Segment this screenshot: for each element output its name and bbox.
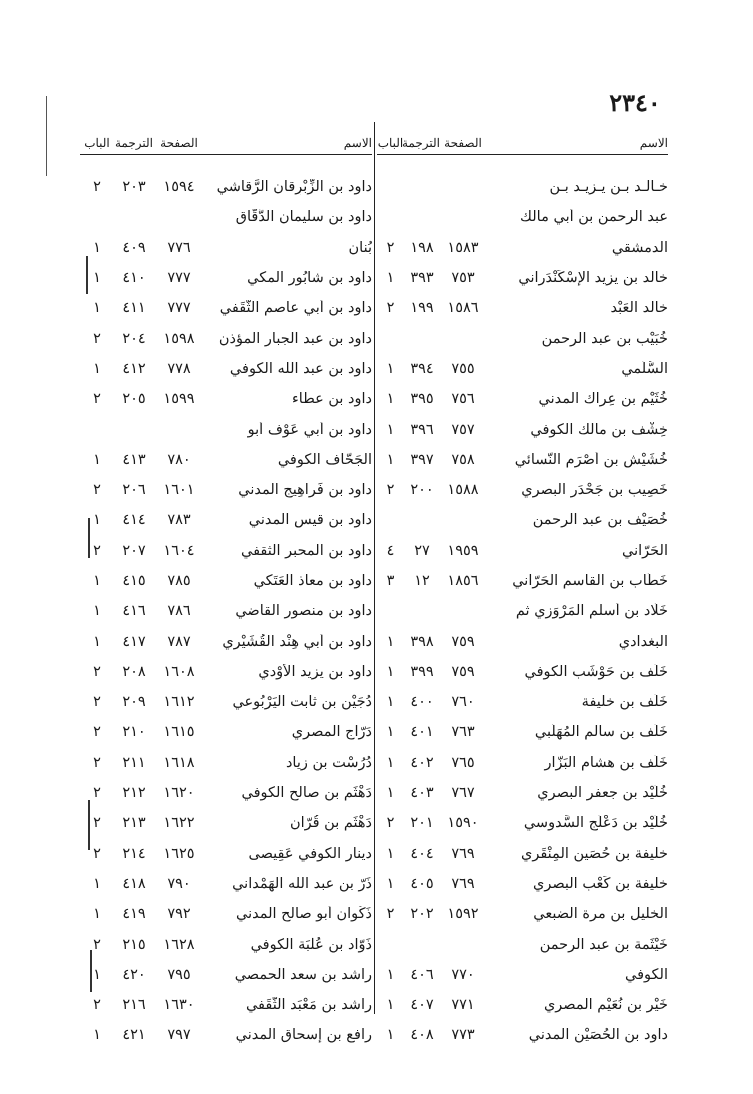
entry-chapter: ١ [386,997,395,1014]
column-divider [374,122,375,1014]
entry-chapter: ١ [386,451,395,468]
entry-page: ٧٥٧ [451,421,475,438]
index-row [377,172,668,202]
entry-chapter: ٤ [386,542,395,559]
entry-page: ٧٩٠ [167,875,191,892]
entry-translation: ٤١٢ [122,360,146,377]
index-row [377,384,668,414]
entry-name: خُلَيْد بن جعفر البصري [537,785,668,802]
index-row [80,233,372,263]
entry-translation: ٢١٠ [122,724,146,741]
index-row [377,354,668,384]
entry-page: ٧٨٥ [167,573,191,589]
header-rule [377,154,668,155]
entry-name: خَلَف بن خليفة [581,694,668,711]
entry-name: الدمشقي [611,239,668,256]
entry-chapter: ١ [386,966,395,983]
entry-translation: ٤٢٠ [122,966,146,983]
entry-name: خُشَيْش بن أصْرَم النَّسائي [514,451,668,468]
entry-translation: ٤١٨ [122,875,146,892]
entry-name: دَهْثَم بن قُرّان [289,815,372,832]
entry-name: عبد الرحمن بن أبي مالك [520,209,668,226]
index-row [377,536,668,566]
entry-page: ١٥٨٨ [447,482,479,499]
index-row [80,566,372,596]
entry-chapter: ١ [93,360,101,377]
index-row [80,505,372,535]
index-row [377,687,668,717]
entry-translation: ٤٠٣ [410,785,434,802]
entry-page: ٧٨٧ [167,633,191,650]
entry-page: ١٦٠٨ [163,663,195,680]
index-row [377,929,668,959]
entry-chapter: ٢ [93,482,101,499]
entry-name: خليفة بن حُصَين المِنْقَري [521,845,668,862]
entry-page: ١٦٢٥ [163,845,195,862]
entry-name: خَطّاب بن القاسم الحَرّاني [512,573,668,589]
entry-name: خَيْر بن نُعَيْم المصري [543,997,668,1014]
index-row [377,445,668,475]
entry-name: السُّلَمي [621,360,668,377]
entry-page: ٧٩٥ [167,966,191,983]
index-row [377,414,668,444]
entry-page: ٧٧٨ [167,360,191,377]
entry-page: ٧٥٩ [451,633,475,650]
index-row [80,869,372,899]
entry-translation: ٤٠٥ [410,875,434,892]
margin-mark [46,96,47,176]
entry-name: داود بن الحُصَيْن المدني [528,1027,668,1044]
entry-name: خُثَيْم بن عِراك المدني [538,391,668,408]
index-row [80,172,372,202]
entry-chapter: ٢ [93,542,101,559]
entry-page: ٧٦٩ [451,845,475,862]
index-row [80,384,372,414]
index-row [80,839,372,869]
entry-translation: ٤١٠ [122,270,146,287]
entry-chapter: ١ [386,754,395,771]
entry-chapter: ١ [93,633,101,650]
entry-chapter: ٢ [93,694,101,711]
index-row [377,839,668,869]
entry-translation: ٢١٣ [122,815,146,832]
entry-page: ٧٨٦ [167,603,191,620]
entry-name: ذَرّ بن عبد الله الهَمْداني [232,875,372,892]
entry-chapter: ١ [93,1027,101,1044]
header-name: الاسم [343,136,372,150]
header-chapter: الباب [84,136,110,150]
entry-translation: ٢٠٠ [410,482,434,499]
index-row [377,778,668,808]
entry-chapter: ١ [93,270,101,287]
index-row [80,717,372,747]
entry-translation: ٤٠٧ [410,997,434,1014]
entry-name: داود بن معاذ العَتَكي [253,573,372,589]
header-page: الصفحة [160,136,198,150]
index-row [80,929,372,959]
entry-translation: ٤١١ [122,300,146,317]
entry-page: ٧٧٦ [167,239,191,256]
entry-page: ٧٩٢ [167,906,191,923]
entry-name: دينار الكوفي عَقِيصى [248,845,372,862]
entry-page: ١٦٢٨ [163,936,195,953]
entry-name: داود بن سليمان الدَّقّاق [235,209,372,226]
entry-translation: ٤٠٢ [410,754,434,771]
header-rule [80,154,372,155]
entry-name: دُرُسْت بن زياد [285,754,372,771]
entry-chapter: ٢ [93,391,101,408]
index-row [377,748,668,778]
entry-name: خليفة بن كَعْب البصري [532,875,668,892]
entry-name: خِشْف بن مالك الكوفي [530,421,668,438]
index-row [377,990,668,1020]
entry-translation: ٤١٧ [122,633,146,650]
entry-name: خَصِيب بن جَحْدَر البصري [521,482,668,499]
index-row [377,202,668,232]
index-row [377,596,668,626]
entry-name: داود بن عطاء [291,391,372,408]
entry-translation: ٣٩٩ [410,663,434,680]
entry-chapter: ١ [386,785,395,802]
index-rows [377,172,668,1051]
entry-name: رافع بن إسحاق المدني [235,1027,372,1044]
header-translation: الترجمة [401,136,440,150]
index-row [80,596,372,626]
index-row [80,1020,372,1050]
entry-page: ١٦١٥ [163,724,195,741]
entry-translation: ٣٩٤ [410,360,434,377]
entry-translation: ٢٠٢ [410,906,434,923]
entry-name: الجَحّاف الكوفي [277,451,372,468]
entry-chapter: ٢ [93,330,101,347]
index-row [377,657,668,687]
entry-name: داود بن أبي عَوْف أبو [247,421,372,438]
column-header [377,132,668,154]
entry-chapter: ٢ [386,300,395,317]
entry-translation: ٤١٩ [122,906,146,923]
entry-name: دَهْثَم بن صالح الكوفي [241,785,372,802]
header-name: الاسم [639,136,668,150]
entry-chapter: ١ [386,694,395,711]
entry-chapter: ١ [93,573,101,589]
entry-name: راشد بن مَعْبَد الثَّقَفي [245,997,372,1014]
entry-page: ٧٦٩ [451,875,475,892]
index-row [377,899,668,929]
index-row [80,354,372,384]
entry-name: داود بن عبد الجبار المؤذن [218,330,372,347]
entry-page: ١٦٢٢ [163,815,195,832]
entry-translation: ١٩٨ [410,239,434,256]
entry-translation: ٢١٢ [122,785,146,802]
entry-page: ٧٧٧ [167,270,191,287]
entry-translation: ٤٢١ [122,1027,146,1044]
index-row [377,566,668,596]
entry-chapter: ١ [93,451,101,468]
entry-page: ٧٨٠ [167,451,191,468]
entry-name: خالد العَبْد [610,300,668,317]
entry-translation: ٢٠٩ [122,694,146,711]
index-row [377,717,668,747]
index-rows [80,172,372,1051]
entry-page: ٧٩٧ [167,1027,191,1044]
entry-translation: ٢١٤ [122,845,146,862]
index-row [377,1020,668,1050]
entry-name: داود بن يزيد الأوْدي [258,663,372,680]
entry-chapter: ٢ [93,754,101,771]
entry-name: داود بن قيس المدني [248,512,372,529]
entry-chapter: ١ [386,663,395,680]
entry-translation: ٢٠١ [410,815,434,832]
entry-chapter: ١ [386,1027,395,1044]
entry-page: ١٦٢٠ [163,785,195,802]
entry-page: ٧٥٩ [451,663,475,680]
entry-chapter: ٢ [93,179,101,196]
entry-page: ٧٥٥ [451,360,475,377]
entry-translation: ٢٠٣ [122,179,146,196]
entry-translation: ٢٠٥ [122,391,146,408]
entry-name: خَيْثَمة بن عبد الرحمن [539,936,668,953]
index-row [377,263,668,293]
index-row [80,445,372,475]
header-translation: الترجمة [114,136,154,150]
entry-chapter: ١ [386,845,395,862]
index-row [80,748,372,778]
entry-translation: ٢٠٤ [122,330,146,347]
entry-chapter: ٢ [93,785,101,802]
index-row [80,657,372,687]
index-row [377,869,668,899]
column-header [80,132,372,154]
entry-translation: ٣٩٧ [410,451,434,468]
entry-page: ٧٧٧ [167,300,191,317]
entry-translation: ٣٩٨ [410,633,434,650]
entry-name: الخليل بن مرة الضبعي [533,906,668,923]
entry-translation: ٤٠٠ [410,694,434,711]
index-row [80,808,372,838]
entry-name: داود بن المحبر الثقفي [241,542,372,559]
entry-translation: ٤٠٤ [410,845,434,862]
header-chapter: الباب [377,136,404,150]
entry-translation: ٤١٥ [122,573,146,589]
entry-translation: ٢١٦ [122,997,146,1014]
entry-page: ٧٦٧ [451,785,475,802]
entry-page: ١٦١٨ [163,754,195,771]
index-row [80,323,372,353]
entry-chapter: ٢ [386,239,395,256]
entry-name: داود بن الزِّبْرِقان الرَّقاشي [216,179,372,196]
entry-page: ١٥٩٨ [163,330,195,347]
entry-translation: ١٩٩ [410,300,434,317]
entry-translation: ٢١١ [122,754,146,771]
entry-name: خُصَيْف بن عبد الرحمن [532,512,668,529]
entry-translation: ٢١٥ [122,936,146,953]
entry-chapter: ١ [386,724,395,741]
entry-page: ١٥٩٩ [163,391,195,408]
entry-chapter: ١ [93,875,101,892]
entry-page: ١٥٩٢ [447,906,479,923]
entry-translation: ٣٩٦ [410,421,434,438]
entry-chapter: ١ [93,603,101,620]
entry-page: ٧٦٠ [451,694,475,711]
entry-page: ٧٥٨ [451,451,475,468]
entry-chapter: ٢ [93,724,101,741]
header-page: الصفحة [444,136,482,150]
entry-name: داود بن أبي هِنْد القُشَيْري [222,633,372,650]
entry-translation: ١٢ [414,573,430,589]
entry-name: خَلَف بن حَوْشَب الكوفي [524,663,668,680]
entry-chapter: ٢ [93,997,101,1014]
index-row [80,414,372,444]
entry-chapter: ١ [386,391,395,408]
index-column-left [80,132,372,1051]
entry-translation: ٤٠٩ [122,239,146,256]
index-row [80,536,372,566]
entry-chapter: ١ [386,633,395,650]
entry-page: ١٥٩٤ [163,179,195,196]
entry-chapter: ٢ [93,845,101,862]
entry-page: ١٩٥٩ [447,542,479,559]
index-row [80,960,372,990]
entry-page: ٧٥٣ [451,270,475,287]
entry-page: ١٦١٢ [163,694,195,711]
entry-page: ١٨٥٦ [447,573,479,589]
index-row [80,626,372,656]
entry-chapter: ١ [93,300,101,317]
entry-name: خَلّاد بن أسلم المَرْوَزي ثم [515,603,668,620]
entry-translation: ٤١٤ [122,512,146,529]
page-number: ٢٣٤٠ [609,88,661,117]
index-row [377,233,668,263]
entry-chapter: ١ [93,239,101,256]
entry-chapter: ١ [93,966,101,983]
entry-name: داود بن أبي عاصم الثَّقَفي [219,300,372,317]
entry-page: ٧٦٥ [451,754,475,771]
entry-name: راشد بن سعد الحمصي [234,966,372,983]
index-row [80,263,372,293]
entry-translation: ٢٠٦ [122,482,146,499]
entry-page: ١٥٨٦ [447,300,479,317]
entry-translation: ٢٠٨ [122,663,146,680]
entry-chapter: ٢ [386,906,395,923]
entry-name: الحَرّاني [622,542,668,559]
entry-chapter: ٢ [386,815,395,832]
entry-name: بُنان [348,239,372,256]
entry-translation: ٤١٦ [122,603,146,620]
entry-translation: ٢٧ [414,542,430,559]
entry-name: خـالـد بـن يـزيـد بـن [549,179,668,196]
entry-page: ٧٧٠ [451,966,475,983]
entry-name: البغدادي [618,633,668,650]
entry-chapter: ١ [386,270,395,287]
index-row [80,687,372,717]
entry-name: خُبَيْب بن عبد الرحمن [541,330,668,347]
entry-chapter: ١ [386,875,395,892]
entry-page: ١٥٩٠ [447,815,479,832]
entry-chapter: ٢ [93,936,101,953]
index-row [80,475,372,505]
entry-name: دَرّاج المصري [291,724,372,741]
entry-page: ٧٥٦ [451,391,475,408]
entry-chapter: ٢ [93,663,101,680]
index-column-right [377,132,668,1051]
entry-page: ١٦٣٠ [163,997,195,1014]
entry-page: ١٦٠١ [163,482,195,499]
entry-chapter: ١ [93,512,101,529]
index-row [80,202,372,232]
entry-chapter: ١ [386,360,395,377]
entry-page: ١٦٠٤ [163,542,195,559]
entry-name: ذَوّاد بن عُلْبَة الكوفي [250,936,372,953]
entry-name: ذَكْوان أبو صالح المدني [236,906,372,923]
entry-translation: ٤١٣ [122,451,146,468]
entry-translation: ٣٩٣ [410,270,434,287]
index-row [80,293,372,323]
entry-name: الكوفي [625,966,668,983]
entry-name: داود بن شابُور المكي [247,270,372,287]
index-row [80,990,372,1020]
index-row [377,475,668,505]
index-row [80,899,372,929]
entry-chapter: ٢ [93,815,101,832]
entry-translation: ٣٩٥ [410,391,434,408]
entry-name: داود بن منصور القاضي [235,603,372,620]
entry-name: داود بن فَراهِيج المدني [238,482,372,499]
index-row [377,626,668,656]
index-row [377,505,668,535]
entry-translation: ٤٠٨ [410,1027,434,1044]
entry-page: ٧٧٣ [451,1027,475,1044]
entry-chapter: ١ [93,906,101,923]
index-row [377,808,668,838]
entry-page: ٧٧١ [451,997,475,1014]
entry-translation: ٢٠٧ [122,542,146,559]
entry-name: خَلَف بن سالم المُهَلَّبي [534,724,668,741]
entry-translation: ٤٠١ [410,724,434,741]
entry-name: خَلَف بن هشام البَزّار [544,754,668,771]
index-row [377,293,668,323]
entry-chapter: ١ [386,421,395,438]
entry-translation: ٤٠٦ [410,966,434,983]
entry-page: ١٥٨٣ [447,239,479,256]
index-row [377,960,668,990]
entry-page: ٧٦٣ [451,724,475,741]
entry-name: خُلَيْد بن دَعْلَج السَّدوسي [523,815,668,832]
entry-page: ٧٨٣ [167,512,191,529]
entry-name: خالد بن يزيد الإسْكَنْدَراني [518,270,668,287]
entry-chapter: ٣ [386,573,395,589]
entry-chapter: ٢ [386,482,395,499]
entry-name: دُجَيْن بن ثابت اليَرْبُوعي [232,694,372,711]
index-row [80,778,372,808]
entry-name: داود بن عبد الله الكوفي [229,360,372,377]
index-row [377,323,668,353]
